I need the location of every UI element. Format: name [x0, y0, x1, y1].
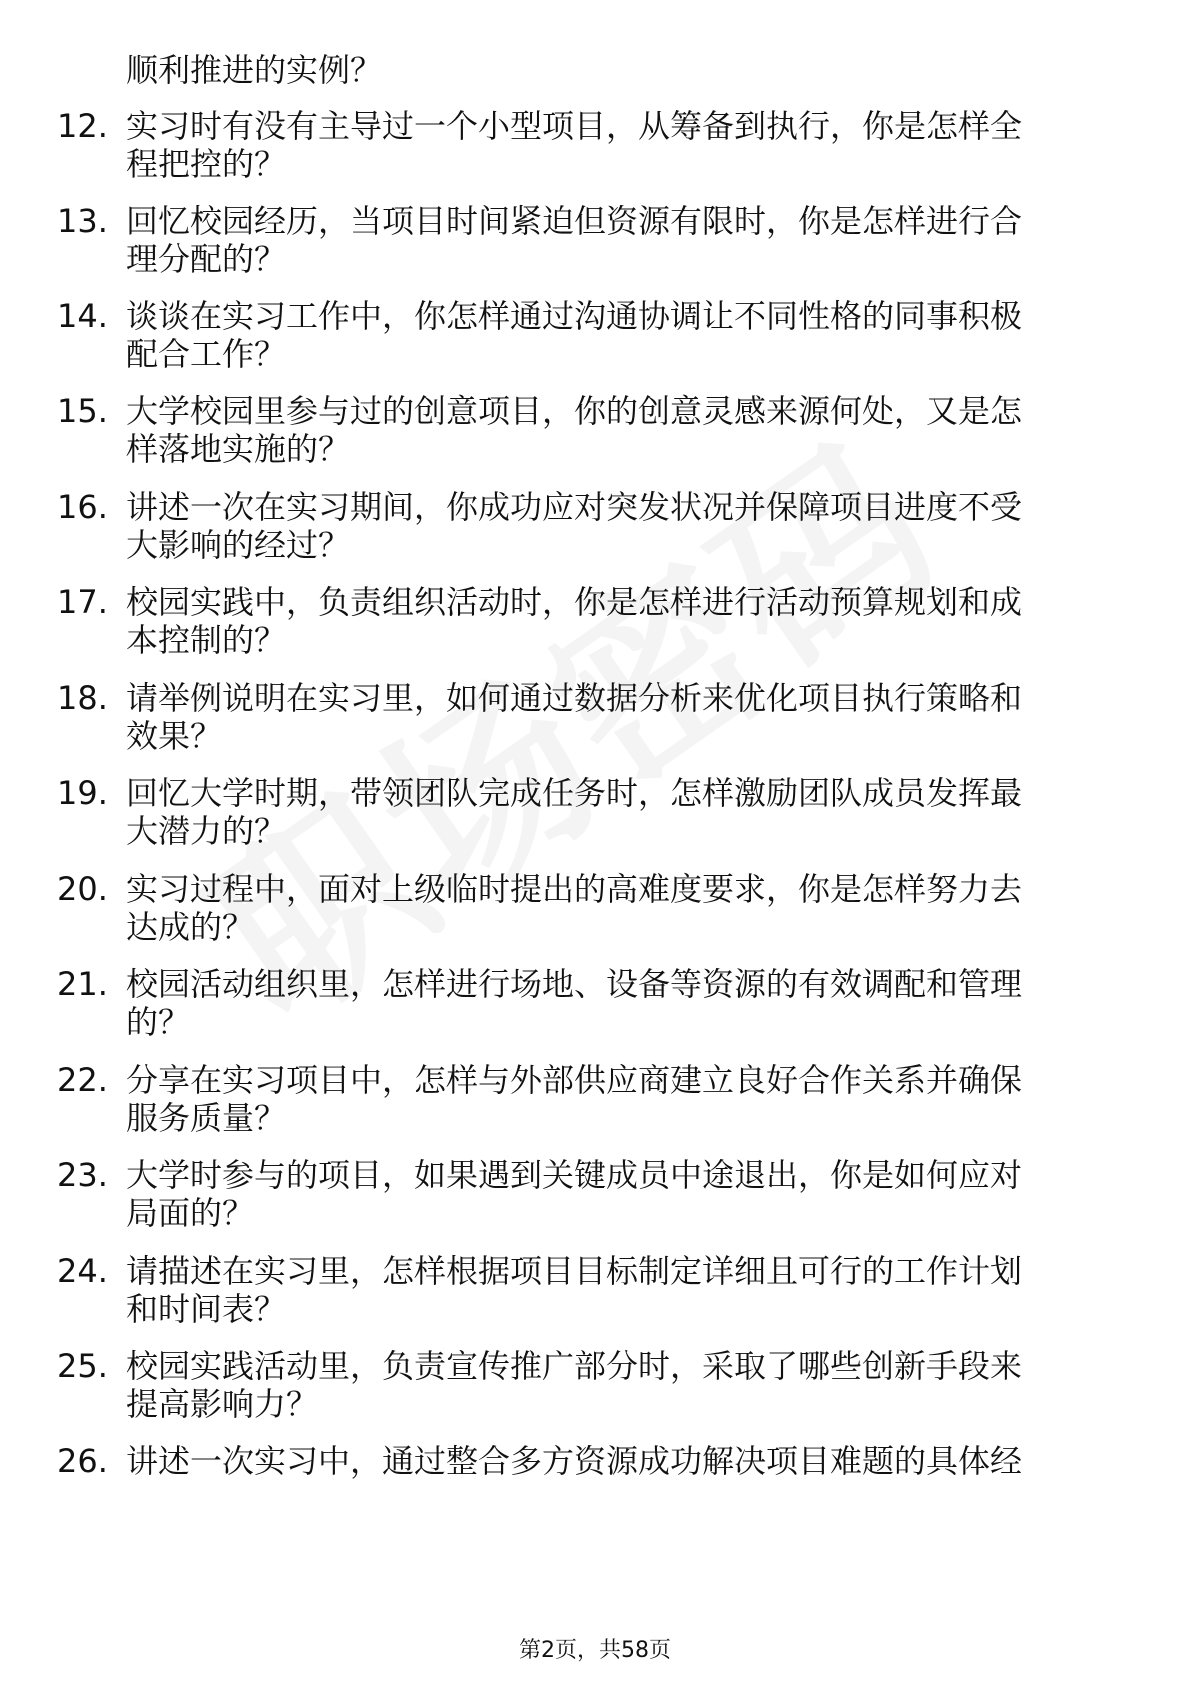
- question-number: 12.: [57, 107, 108, 145]
- question-text-line2: 程把控的？: [126, 145, 287, 183]
- question-text-line2: 的？: [126, 1003, 191, 1041]
- question-number: 24.: [57, 1252, 108, 1290]
- question-text-line1: 实习时有没有主导过一个小型项目，从筹备到执行，你是怎样全: [126, 107, 1023, 145]
- question-text-line1: 大学时参与的项目，如果遇到关键成员中途退出，你是如何应对: [126, 1156, 1023, 1194]
- question-text-line2: 效果？: [126, 717, 223, 755]
- question-text-line2: 和时间表？: [126, 1290, 287, 1328]
- question-number: 21.: [57, 965, 108, 1003]
- question-text-line1: 请描述在实习里，怎样根据项目目标制定详细且可行的工作计划: [126, 1252, 1023, 1290]
- question-text-line1: 分享在实习项目中，怎样与外部供应商建立良好合作关系并确保: [126, 1061, 1023, 1099]
- question-text-line2: 局面的？: [126, 1194, 255, 1232]
- question-text-line2: 服务质量？: [126, 1099, 287, 1137]
- question-number: 17.: [57, 583, 108, 621]
- question-text-line1: 实习过程中，面对上级临时提出的高难度要求，你是怎样努力去: [126, 870, 1023, 908]
- question-number: 20.: [57, 870, 108, 908]
- question-text-line2: 样落地实施的？: [126, 430, 351, 468]
- question-number: 26.: [57, 1442, 108, 1480]
- question-text-line2: 本控制的？: [126, 621, 287, 659]
- question-number: 13.: [57, 202, 108, 240]
- question-text-line1: 请举例说明在实习里，如何通过数据分析来优化项目执行策略和: [126, 679, 1023, 717]
- question-text-line1: 回忆校园经历，当项目时间紧迫但资源有限时，你是怎样进行合: [126, 202, 1023, 240]
- question-text-line1: 校园实践活动里，负责宣传推广部分时，采取了哪些创新手段来: [126, 1347, 1023, 1385]
- question-number: 19.: [57, 774, 108, 812]
- question-text-line1: 讲述一次实习中，通过整合多方资源成功解决项目难题的具体经: [126, 1442, 1023, 1480]
- question-number: 14.: [57, 297, 108, 335]
- question-text-line1: 回忆大学时期，带领团队完成任务时，怎样激励团队成员发挥最: [126, 774, 1023, 812]
- question-text-line2: 配合工作？: [126, 335, 287, 373]
- question-number: 25.: [57, 1347, 108, 1385]
- question-number: 15.: [57, 392, 108, 430]
- question-text-line2: 达成的？: [126, 908, 255, 946]
- question-number: 18.: [57, 679, 108, 717]
- question-text-line1: 大学校园里参与过的创意项目，你的创意灵感来源何处，又是怎: [126, 392, 1023, 430]
- question-text-line2: 大影响的经过？: [126, 526, 351, 564]
- question-text-line1: 讲述一次在实习期间，你成功应对突发状况并保障项目进度不受: [126, 488, 1023, 526]
- page-footer: 第2页，共58页: [519, 1638, 671, 1663]
- question-text-line1: 校园活动组织里，怎样进行场地、设备等资源的有效调配和管理: [126, 965, 1023, 1003]
- question-text-line1: 校园实践中，负责组织活动时，你是怎样进行活动预算规划和成: [126, 583, 1023, 621]
- question-text-line2: 理分配的？: [126, 240, 287, 278]
- question-text-line1: 谈谈在实习工作中，你怎样通过沟通协调让不同性格的同事积极: [126, 297, 1023, 335]
- question-text-line2: 提高影响力？: [126, 1385, 319, 1423]
- question-number: 23.: [57, 1156, 108, 1194]
- intro-tail-text: 顺利推进的实例？: [126, 51, 383, 89]
- question-number: 22.: [57, 1061, 108, 1099]
- question-number: 16.: [57, 488, 108, 526]
- question-text-line2: 大潜力的？: [126, 812, 287, 850]
